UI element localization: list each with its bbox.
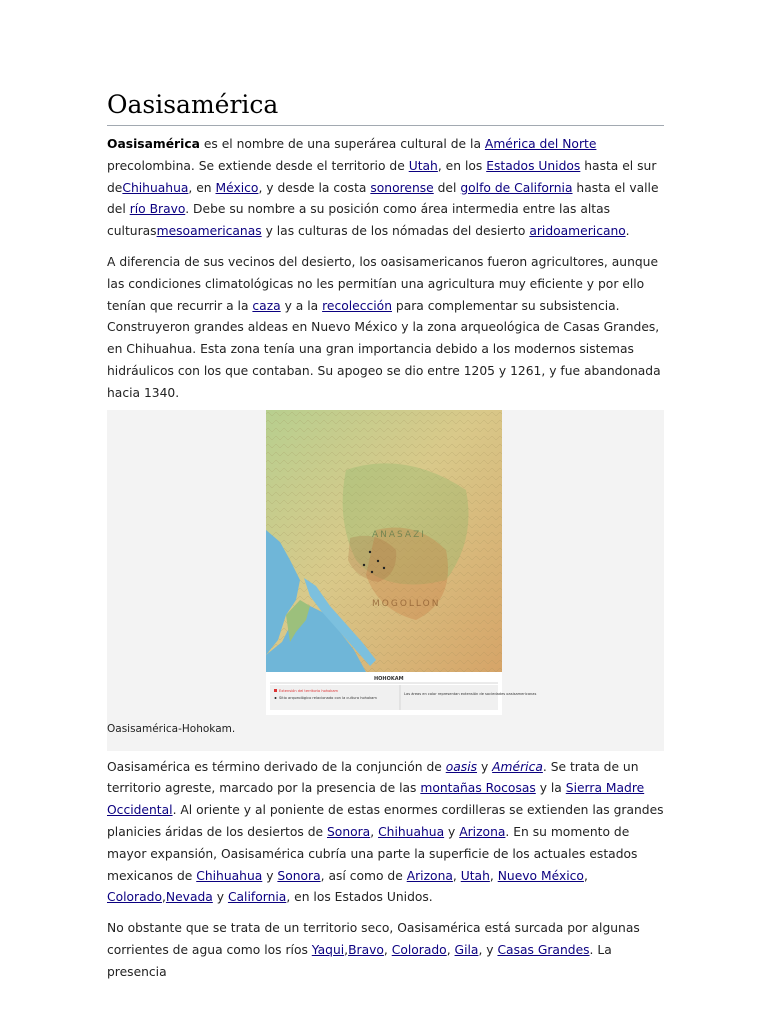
link-arizona[interactable]: Arizona — [406, 868, 453, 883]
text: , en — [188, 180, 216, 195]
link-utah[interactable]: Utah — [408, 158, 438, 173]
link-chihuahua[interactable]: Chihuahua — [196, 868, 263, 883]
link-sonora[interactable]: Sonora — [326, 824, 371, 839]
link-montanas-rocosas[interactable]: montañas Rocosas — [420, 781, 536, 796]
text: , — [489, 868, 498, 883]
link-yaqui[interactable]: Yaqui — [311, 942, 345, 957]
link-casas-grandes[interactable]: Casas Grandes — [497, 942, 590, 957]
link-caza[interactable]: caza — [252, 298, 281, 313]
text: , así como de — [320, 868, 407, 883]
intro-paragraph — [107, 134, 664, 243]
text: Oasisamérica es término derivado de la conjunción de — [107, 759, 446, 774]
legend-dot — [275, 697, 277, 699]
text: para complementar su subsistencia. Construyeron grandes aldeas en Nuevo México y la zona arqueológica de Casas Grandes, en Chihuahua. Esta zona tenía una gran importancia debido a los modernos sistemas hidráulicos con los que contaban. Su apogeo se dio entre 1205 y 1261, y fue abandonada hacia 1340. — [107, 298, 661, 400]
legend-title: HOHOKAM — [374, 675, 404, 682]
map-image[interactable] — [266, 410, 537, 715]
site-marker — [363, 563, 365, 565]
legend-black-text: Sitio arqueológico relacionado con la cultura hohokam — [279, 695, 377, 700]
text: , — [452, 868, 461, 883]
link-oasis[interactable]: oasis — [445, 759, 478, 774]
text: y — [262, 868, 278, 883]
link-gila[interactable]: Gila — [454, 942, 479, 957]
link-colorado[interactable]: Colorado — [391, 942, 447, 957]
text: y — [212, 890, 228, 905]
text: y la — [535, 781, 566, 796]
site-marker — [369, 550, 371, 552]
text: . Al oriente y al poniente de estas enormes cordilleras se extienden las grandes planicies áridas de los desiertos de — [107, 803, 664, 839]
anasazi-label: ANASAZI — [372, 529, 426, 540]
link-rio-bravo[interactable]: río Bravo — [129, 202, 186, 217]
text: y — [477, 759, 493, 774]
text: No obstante que se trata de un territorio seco, Oasisamérica está surcada por algunas corrientes de agua como los ríos — [107, 921, 640, 957]
text: . Se trata de un territorio agreste, marcado por la presencia de las — [107, 759, 639, 796]
legend-right-text: Las áreas en color representan extensión de sociedades oasisamericanas — [404, 691, 537, 696]
agriculture-paragraph — [107, 252, 664, 405]
page-title: Oasisamérica — [107, 88, 664, 126]
text: es el nombre de una superárea cultural de la — [199, 137, 485, 151]
site-marker — [383, 566, 385, 568]
text: , — [446, 942, 455, 957]
rivers-paragraph — [107, 918, 664, 983]
site-marker — [371, 570, 373, 572]
text: y a la — [280, 298, 323, 313]
mogollon-label: MOGOLLON — [372, 598, 441, 609]
link-sierra-madre-occidental[interactable]: Sierra Madre Occidental — [107, 781, 645, 818]
link-chihuahua[interactable]: Chihuahua — [378, 824, 445, 839]
text: A diferencia de sus vecinos del desierto, los oasisamericanos fueron agricultores, aunque las condiciones climatológicas no les permitían una agricultura muy eficiente y por ello tenían que recurrir a la — [107, 254, 659, 313]
link-estados-unidos[interactable]: Estados Unidos — [486, 158, 581, 173]
link-colorado[interactable]: Colorado — [107, 890, 162, 905]
text: . La presencia — [107, 942, 612, 979]
link-nuevo-mexico[interactable]: Nuevo México — [497, 868, 584, 883]
bold-term: Oasisamérica — [107, 137, 200, 151]
text: hasta el valle del — [107, 180, 659, 217]
article — [107, 88, 664, 984]
text: . — [625, 224, 630, 239]
text: , — [383, 942, 392, 957]
map-figure — [107, 410, 664, 751]
link-sonorense[interactable]: sonorense — [370, 180, 434, 195]
link-golfo-de-california[interactable]: golfo de California — [460, 180, 573, 195]
link-bravo[interactable]: Bravo — [348, 942, 384, 957]
link-america-del-norte[interactable]: América del Norte — [484, 137, 597, 151]
figure-caption: Oasisamérica-Hohokam. — [107, 722, 236, 735]
etymology-paragraph — [107, 757, 664, 910]
text: precolombina. Se extiende desde el territorio de — [107, 158, 409, 173]
link-california[interactable]: California — [227, 890, 287, 905]
link-mesoamericanas[interactable]: mesoamericanas — [156, 224, 262, 239]
site-marker — [377, 559, 379, 561]
link-utah[interactable]: Utah — [460, 868, 490, 883]
text: . Debe su nombre a su posición como área intermedia entre las altas culturas — [107, 202, 611, 239]
link-chihuahua[interactable]: Chihuahua — [122, 180, 189, 195]
text: del — [433, 180, 461, 195]
text: y las culturas de los nómadas del desierto — [261, 224, 530, 239]
link-aridoamericano[interactable]: aridoamericano — [529, 224, 626, 239]
link-america[interactable]: América — [492, 759, 543, 774]
link-mexico[interactable]: México — [215, 180, 259, 195]
text: , en los — [437, 158, 487, 173]
text: , — [583, 868, 588, 883]
oasisamerica-hohokam-map — [266, 410, 537, 715]
text: , — [161, 890, 166, 905]
text: , y desde la costa — [258, 180, 371, 195]
link-recoleccion[interactable]: recolección — [322, 298, 392, 313]
text: , en los Estados Unidos. — [286, 890, 433, 905]
text: . En su momento de mayor expansión, Oasisamérica cubría una parte la superficie de los actuales estados mexicanos de — [107, 824, 638, 883]
text: y — [444, 824, 460, 839]
link-nevada[interactable]: Nevada — [165, 890, 213, 905]
text: , — [344, 942, 349, 957]
legend-red-text: Extensión del territorio hohokam — [279, 688, 339, 693]
text: , y — [478, 942, 498, 957]
link-arizona[interactable]: Arizona — [459, 824, 506, 839]
legend-swatch — [274, 689, 277, 692]
text: hasta el sur de — [107, 158, 657, 195]
text: , — [370, 824, 379, 839]
link-sonora[interactable]: Sonora — [277, 868, 321, 883]
